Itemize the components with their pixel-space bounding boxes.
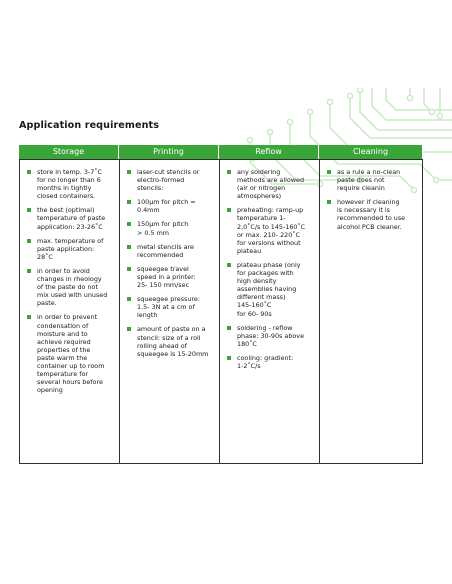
list-item-text: preheating: ramp-up (237, 206, 304, 215)
column-header-cleaning: Cleaning (319, 145, 423, 159)
list-item (24, 313, 116, 394)
list-item-text: achieve required (37, 337, 91, 346)
reflow-list (224, 168, 316, 370)
list-item-text: store in temp. 3-7˚C (37, 168, 102, 176)
list-item-text: changes in rheology (37, 275, 102, 284)
list-item-text: properties of the (37, 345, 91, 354)
list-item-text: assemblies having (237, 285, 297, 294)
list-item-text: in order to avoid (37, 266, 90, 275)
list-item-text: of the paste do not (37, 283, 98, 292)
list-item-text: high density (237, 277, 277, 286)
list-item-text: cooling: gradient: (237, 353, 294, 362)
page-title: Application requirements (19, 120, 160, 131)
list-item-text: paste does not (337, 176, 385, 185)
list-item-text: 25- 150 mm/sec (137, 281, 190, 290)
list-item-text: is necessary it is (337, 206, 390, 215)
square-bullet-icon (27, 315, 31, 319)
list-item-text: metal stencils are (137, 242, 194, 251)
list-item (24, 206, 116, 230)
list-item-text: for versions without (237, 238, 301, 247)
column-header-reflow: Reflow (219, 145, 319, 159)
list-item (224, 324, 316, 348)
list-item (324, 168, 419, 192)
column-header-storage: Storage (19, 145, 119, 159)
list-item (224, 168, 316, 200)
square-bullet-icon (127, 170, 131, 174)
list-item (224, 354, 316, 370)
printing-list (124, 168, 216, 358)
list-item-text: 150μm for pitch (137, 220, 189, 229)
list-item-text: rolling ahead of (137, 341, 187, 350)
cleaning-list (324, 168, 419, 231)
list-item-text: squeegee travel (137, 264, 189, 273)
list-item-text: in order to prevent (37, 313, 98, 322)
storage-list (24, 168, 116, 394)
square-bullet-icon (227, 208, 231, 212)
square-bullet-icon (127, 222, 131, 226)
list-item-text: for packages with (237, 269, 294, 278)
list-item-text: different mass) (237, 293, 286, 302)
list-item-text: container up to room (37, 361, 105, 370)
list-item-text: plateau (237, 246, 262, 255)
square-bullet-icon (127, 267, 131, 271)
list-item-text: plateau phase (only (237, 260, 301, 269)
list-item-text: however if cleaning (337, 198, 400, 207)
list-item-text: 1-2˚C/s (237, 361, 261, 370)
square-bullet-icon (27, 269, 31, 273)
list-item (124, 295, 216, 319)
requirements-table (19, 145, 423, 464)
list-item-text: 145-160˚C (237, 301, 272, 310)
list-item-text: closed containers. (37, 192, 96, 201)
list-item-text: mix used with unused (37, 291, 108, 300)
square-bullet-icon (127, 200, 131, 204)
list-item-text: recommended to use (337, 214, 406, 223)
list-item-text: phase: 30-90s above (237, 331, 304, 340)
list-item-text: (air or nitrogen (237, 184, 286, 193)
list-item (124, 198, 216, 214)
list-item-text: 28˚C (37, 252, 53, 261)
list-item-text: paste. (37, 299, 57, 308)
square-bullet-icon (227, 263, 231, 267)
list-item-text: electro-formed (137, 176, 185, 185)
list-item (24, 168, 116, 200)
list-item-text: alcohol PCB cleaner. (337, 222, 402, 231)
list-item-text: application: 23-26˚C (37, 222, 103, 231)
list-item-text: 0.4mm (137, 206, 160, 215)
list-item-text: or max. 210- 220˚C (237, 230, 300, 239)
square-bullet-icon (327, 170, 331, 174)
list-item-text: temperature 1- (237, 214, 286, 223)
list-item-text: for 60- 90s (237, 309, 272, 318)
square-bullet-icon (227, 356, 231, 360)
square-bullet-icon (27, 208, 31, 212)
list-item-text: methods are allowed (237, 176, 304, 185)
list-item-text: 180˚C (237, 339, 257, 348)
list-item-text: speed in a printer: (137, 272, 196, 281)
square-bullet-icon (127, 297, 131, 301)
list-item-text: max. temperature of (37, 236, 104, 245)
square-bullet-icon (327, 200, 331, 204)
list-item-text: require cleanin (337, 184, 385, 193)
list-item (124, 243, 216, 259)
list-item-text: as a rule a no-clean (337, 168, 401, 176)
list-item-text: squeegee is 15-20mm (137, 349, 209, 358)
list-item (324, 198, 419, 230)
list-item (124, 265, 216, 289)
list-item (224, 206, 316, 255)
list-item-text: > 0.5 mm (137, 228, 170, 237)
list-item-text: stencils: (137, 184, 164, 193)
column-printing (119, 159, 219, 464)
square-bullet-icon (227, 170, 231, 174)
list-item-text: stencil: size of a roll (137, 333, 201, 342)
list-item-text: length (137, 311, 158, 320)
list-item-text: 1.5- 3N at a cm of (137, 303, 195, 312)
list-item-text: 2,0˚C/s to 145-160˚C (237, 222, 306, 231)
list-item-text: any soldering (237, 168, 281, 176)
column-storage (19, 159, 119, 464)
column-header-printing: Printing (119, 145, 219, 159)
square-bullet-icon (27, 170, 31, 174)
list-item (124, 168, 216, 192)
list-item-text: 100μm for pitch = (137, 198, 196, 207)
column-cleaning (319, 159, 423, 464)
list-item-text: for no longer than 6 (37, 176, 101, 185)
list-item-text: temperature of paste (37, 214, 106, 223)
list-item-text: paste application: (37, 244, 95, 253)
list-item-text: atmospheres) (237, 192, 282, 201)
list-item-text: moisture and to (37, 329, 88, 338)
square-bullet-icon (127, 245, 131, 249)
list-item (24, 237, 116, 261)
column-reflow (219, 159, 319, 464)
list-item-text: paste warm the (37, 353, 88, 362)
list-item (124, 220, 216, 236)
list-item (224, 261, 316, 318)
square-bullet-icon (227, 326, 231, 330)
list-item-text: several hours before (37, 378, 103, 387)
list-item-text: squeegee pressure: (137, 295, 201, 304)
list-item-text: temperature for (37, 370, 88, 379)
square-bullet-icon (27, 239, 31, 243)
list-item (124, 325, 216, 357)
list-item-text: soldering - reflow (237, 323, 293, 332)
list-item-text: the best (optimal) (37, 206, 95, 215)
list-item-text: condensation of (37, 321, 89, 330)
square-bullet-icon (127, 327, 131, 331)
list-item (24, 267, 116, 307)
list-item-text: amount of paste on a (137, 325, 206, 334)
list-item-text: opening (37, 386, 63, 395)
list-item-text: laser-cut stencils or (137, 168, 200, 176)
list-item-text: recommended (137, 250, 184, 259)
list-item-text: months in tightly (37, 184, 92, 193)
